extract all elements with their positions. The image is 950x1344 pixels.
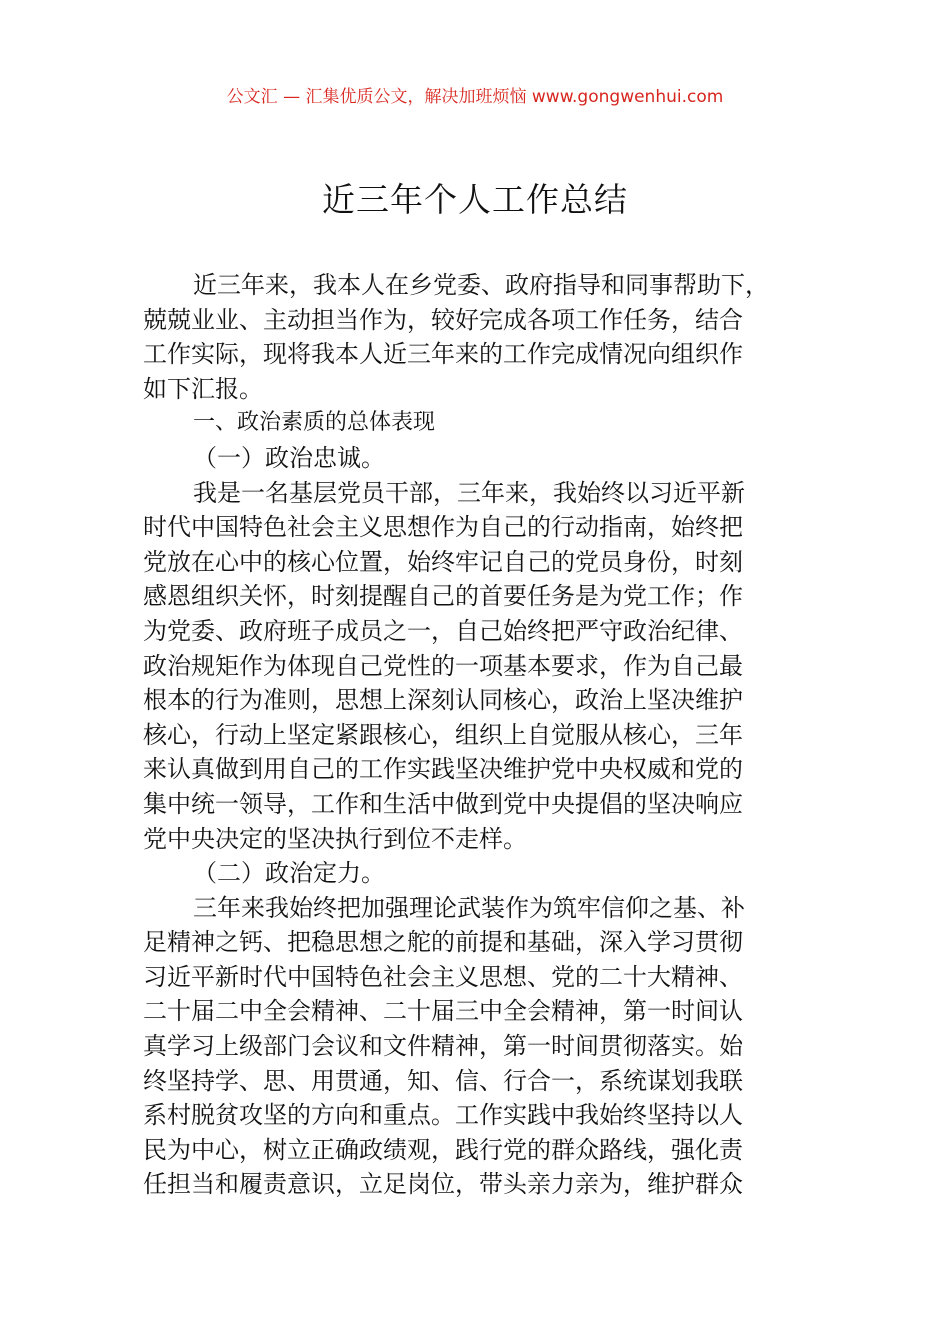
body-line: 近三年来，我本人在乡党委、政府指导和同事帮助下， bbox=[193, 271, 769, 299]
header-banner: 公文汇 — 汇集优质公文，解决加班烦恼 www.gongwenhui.com bbox=[226, 87, 724, 107]
body-line: 真学习上级部门会议和文件精神，第一时间贯彻落实。始 bbox=[143, 1032, 743, 1061]
body-line: 感恩组织关怀，时刻提醒自己的首要任务是为党工作；作 bbox=[143, 582, 743, 611]
body-line: 为党委、政府班子成员之一，自己始终把严守政治纪律、 bbox=[143, 616, 743, 645]
section-heading: 一、政治素质的总体表现 bbox=[193, 410, 436, 436]
body-line: 兢兢业业、主动担当作为，较好完成各项工作任务，结合 bbox=[143, 305, 743, 334]
body-line: 足精神之钙、把稳思想之舵的前提和基础，深入学习贯彻 bbox=[143, 928, 743, 957]
subsection-heading: （二）政治定力。 bbox=[193, 859, 385, 888]
body-line: 来认真做到用自己的工作实践坚决维护党中央权威和党的 bbox=[143, 755, 743, 784]
body-line: 政治规矩作为体现自己党性的一项基本要求，作为自己最 bbox=[143, 651, 743, 680]
body-line: 三年来我始终把加强理论武装作为筑牢信仰之基、补 bbox=[193, 893, 745, 922]
body-line: 时代中国特色社会主义思想作为自己的行动指南，始终把 bbox=[143, 513, 743, 542]
body-line: 如下汇报。 bbox=[143, 374, 263, 403]
document-title: 近三年个人工作总结 bbox=[322, 180, 628, 219]
body-line: 任担当和履责意识，立足岗位，带头亲力亲为，维护群众 bbox=[143, 1170, 743, 1199]
body-line: 系村脱贫攻坚的方向和重点。工作实践中我始终坚持以人 bbox=[143, 1101, 743, 1130]
subsection-heading: （一）政治忠诚。 bbox=[193, 443, 385, 472]
body-line: 我是一名基层党员干部，三年来，我始终以习近平新 bbox=[193, 478, 745, 507]
body-line: 习近平新时代中国特色社会主义思想、党的二十大精神、 bbox=[143, 962, 743, 991]
body-line: 党放在心中的核心位置，始终牢记自己的党员身份，时刻 bbox=[143, 547, 743, 576]
body-line: 核心，行动上坚定紧跟核心，组织上自觉服从核心，三年 bbox=[143, 720, 743, 749]
body-line: 集中统一领导，工作和生活中做到党中央提倡的坚决响应 bbox=[143, 789, 743, 818]
document-body bbox=[143, 268, 813, 1202]
body-line: 工作实际，现将我本人近三年来的工作完成情况向组织作 bbox=[143, 340, 743, 369]
body-line: 终坚持学、思、用贯通，知、信、行合一，系统谋划我联 bbox=[143, 1066, 743, 1095]
body-line: 根本的行为准则，思想上深刻认同核心，政治上坚决维护 bbox=[143, 686, 743, 715]
body-line: 民为中心，树立正确政绩观，践行党的群众路线，强化责 bbox=[143, 1135, 743, 1164]
body-line: 二十届二中全会精神、二十届三中全会精神，第一时间认 bbox=[143, 997, 743, 1026]
body-line: 党中央决定的坚决执行到位不走样。 bbox=[143, 824, 527, 853]
